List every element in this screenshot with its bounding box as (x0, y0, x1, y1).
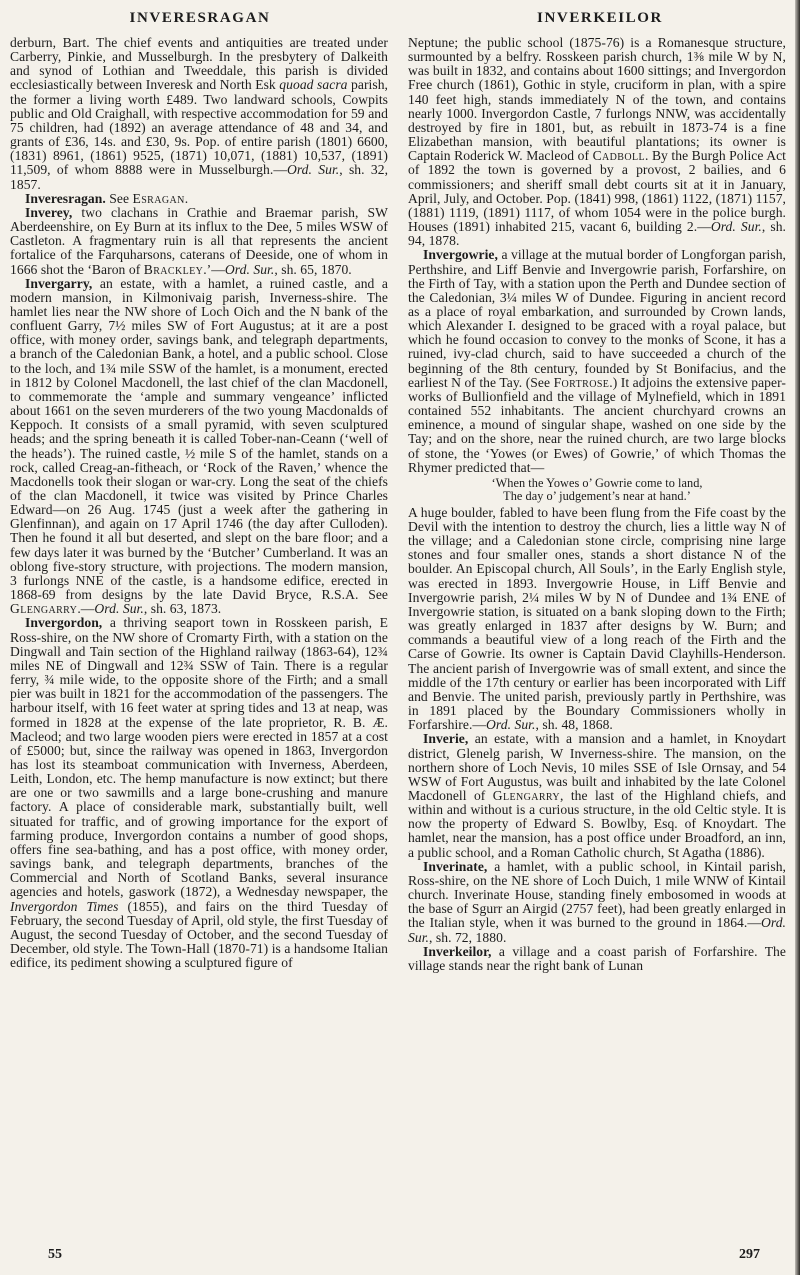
text-segment: Fortrose (553, 374, 610, 390)
text-segment: .’— (203, 261, 225, 277)
entry-name: Inveresragan. (25, 190, 106, 206)
column-left (10, 36, 388, 1250)
entry-paragraph (10, 192, 388, 206)
text-segment: Brackley (143, 261, 204, 277)
text-segment: Ord. Sur. (224, 261, 275, 277)
entry-paragraph (408, 248, 786, 475)
entry-name: Invergowrie, (423, 247, 498, 263)
entry-name: Inverey, (25, 204, 73, 220)
text-segment: quoad sacra (279, 77, 348, 93)
text-segment: Glengarry (10, 601, 78, 617)
entry-paragraph (408, 732, 786, 859)
text-segment: Esragan (132, 190, 185, 206)
text-segment: Cadboll (592, 148, 645, 164)
text-segment: .) It adjoins the extensive paper-works of Bullionfield and the village of Mylnefield, which in 1891 contained 552 inhabitants. The ancient churchyard crowns an eminence, a mound of singular shape, washed on one side by the Tay; and on the shore, near the ruined church, are two large blocks of stone, the ‘Yowes (or Ewes) of Gowrie,’ of which Thomas the Rhymer predicted that— (408, 374, 786, 475)
verse-line: The day o’ judgement’s near at hand.’ (503, 489, 691, 504)
text-segment: , sh. 94, 1878. (408, 219, 786, 249)
entry-paragraph (10, 277, 388, 617)
column-right (408, 36, 786, 1250)
text-segment: Invergordon Times (10, 898, 119, 914)
running-head-right: INVERKEILOR (537, 10, 663, 26)
text-segment: . By the Burgh Police Act of 1892 the town is governed by a provost, 2 bailies, and 6 commissioners; and sheriff small debt courts sit at it in January, April, July, and October. Pop. (1841) 998, (1861) 1122, (1871) 1157, (1881) 1119, (1891) 1117, of whom 1054 were in the police burgh. Houses (1891) inhabited 215, vacant 6, building 2.— (408, 148, 786, 235)
text-segment: parish, the former a living worth £489. Two landward schools, Cowpits public and Old Craighall, with respective accommodation for 59 and 75 children, had (1892) an average attendance of 48 and 34, and grants of £36, 14s. and £30, 9s. Pop. of entire parish (1801) 6600, (1831) 8961, (1861) 9525, (1871) 10,071, (1881) 10,537, (1891) 11,509, of whom 8888 were in Musselburgh.— (10, 77, 389, 178)
entry-name: Inverkeilor, (423, 943, 492, 959)
text-segment: Neptune; the public school (1875-76) is a Romanesque structure, surmounted by a belfry. Rosskeen parish church, 1⅜ mile W by N, was built in 1832, and contains about 1600 sittings; and Invergordon Free church (1861), Gothic in style, cruciform in plan, with a spire 140 feet high, stands immediately N of the town, and contains nearly 1000. Invergordon Castle, 7 furlongs NNW, was accidentally destroyed by fire in 1801, but, as rebuilt in 1873-74 is a fine Elizabethan mansion, with beautiful plantations; its owner is Captain Roderick W. Macleod of (408, 35, 786, 164)
scan-edge-shadow (795, 0, 800, 1275)
page-number-right: 297 (739, 1247, 760, 1262)
text-segment: Ord. Sur. (710, 219, 762, 235)
text-segment: .— (77, 601, 95, 617)
verse-line: ‘When the Yowes o’ Gowrie come to land, (491, 475, 703, 490)
verse-quote (408, 477, 786, 504)
text-segment: derburn, Bart. The chief events and antiquities are treated under Carberry, Pinkie, and Musselburgh. In the presbytery of Dalkeith and synod of Lothian and Tweeddale, this parish is divided ecclesiastically between Inveresk and North Esk (10, 35, 388, 93)
text-segment: A huge boulder, fabled to have been flung from the Fife coast by the Devil with the intention to destroy the church, lies a little way N of the village; and a Caledonian stone circle, comprising nine large stones and four smaller ones, stands a short distance N of the boulder. An Episcopal church, All Souls’, in the Early English style, was erected in 1893. Invergowrie House, in Liff Benvie and Invergowrie parish, 2¼ miles W by N of Dundee and 1¾ ENE of Invergowrie station, is situated on a bank sloping down to the Firth; was greatly enlarged in 1837 after designs by W. Burn; and commands a beautiful view of a long reach of the Firth and the Carse of Gowrie. Its owner is Captain David Clayhills-Henderson. The ancient parish of Invergowrie was of small extent, and since the middle of the 17th century or earlier has been incorporated with Liff and Benvie. The united parish, previously partly in Perthshire, was in 1891 placed by the Boundary Commissioners wholly in Forfarshire.— (408, 504, 786, 733)
text-segment: a village and a coast parish of Forfarshire. The village stands near the right bank of Lunan (408, 943, 786, 973)
text-segment: Ord. Sur. (408, 915, 786, 945)
entry-paragraph (10, 206, 388, 277)
text-segment: a hamlet, with a public school, in Kintail parish, Ross-shire, on the NE shore of Loch Duich, 1 mile WNW of Kintail church. Inverinate House, standing finely embosomed in woods at the base of Sgurr an Airgid (2757 feet), had been greatly enlarged in the Italian style, when it was burned to the ground in 1864.— (408, 858, 786, 931)
text-segment: two clachans in Crathie and Braemar parish, SW Aberdeenshire, on Ey Burn at its influx to the Dee, 5 miles WSW of Castleton. A fragmentary ruin is all that represents the ancient fortalice of the Farquharsons, caterans of Deeside, one of whom in 1666 shot the ‘Baron of (10, 204, 388, 277)
text-segment: Ord. Sur. (286, 162, 340, 178)
entry-name: Invergordon, (25, 615, 103, 631)
running-heads (0, 0, 800, 27)
text-segment: an estate, with a mansion and a hamlet, in Knoydart district, Glenelg parish, W Inverness-shire. The mansion, on the northern shore of Loch Nevis, 10 miles SSE of Isle Ornsay, and 54 WSW of Fort Augustus, was built and inhabited by the late Colonel Macdonell of (408, 731, 786, 803)
text-segment: , sh. 72, 1880. (428, 929, 507, 945)
text-segment: Ord. Sur. (94, 601, 144, 617)
entry-name: Inverinate, (423, 858, 488, 874)
entry-paragraph (10, 36, 388, 192)
text-segment: See (105, 190, 133, 206)
text-segment: Glengarry (492, 787, 561, 803)
text-segment: . (184, 190, 189, 206)
entry-paragraph (408, 860, 786, 945)
text-segment: a village at the mutual border of Longforgan parish, Perthshire, and Liff Benvie and Invergowrie parish, Forfarshire, on the Firth of Tay, with a station upon the Perth and Dundee section of the Caledonian, 3¼ miles W of Dundee. Figuring in ancient record as a place of royal embarkation, and surrounded by Crown lands, which Alexander I. designed to be graced with a royal palace, but which he found occasion to convey to the monks of Scone, it has a ruined, ivy-clad church, said to have succeeded a church of the beginning of the 8th century, founded by St Bonifacius, and the earliest N of the Tay. (See (408, 247, 786, 390)
running-head-left: INVERESRAGAN (129, 10, 271, 26)
text-columns (0, 27, 800, 1250)
text-segment: (1855), and fairs on the third Tuesday of February, the second Tuesday of April, old style, the first Tuesday of August, the second Tuesday of October, and the second Tuesday of December, old style. The Town-Hall (1870-71) is a handsome Italian edifice, its pediment showing a sculptured figure of (10, 898, 388, 971)
entry-paragraph (408, 36, 786, 248)
text-segment: a thriving seaport town in Rosskeen parish, E Ross-shire, on the NW shore of Cromarty Firth, with a station on the Dingwall and Tain section of the Highland railway (1863-64), 12¾ miles NE of Dingwall and 12¾ SSW of Tain. There is a regular ferry, ¾ mile wide, to the opposite shore of the Firth; and a small pier was built in 1821 for the accommodation of the passengers. The harbour itself, with 16 feet water at spring tides and 13 at neap, was formed in 1828 at the expense of the late proprietor, R. B. Æ. Macleod; and two large wooden piers were erected in 1857 at a cost of £5000; but, since the railway was opened in 1863, Invergordon has lost its steamboat communication with Inverness, Aberdeen, Leith, London, etc. The hemp manufacture is now extinct; but there are one or two sawmills and a large bone-crushing and manure factory. A place of considerable mark, substantially built, well situated for traffic, and of growing importance for the export of farming produce, Invergordon contains a number of good shops, offers fine sea-bathing, and has a post office, with money order, savings bank, and telegraph departments, branches of the Commercial and North of Scotland Banks, several insurance agencies and hotels, gaswork (1872), a Wednesday newspaper, the (10, 615, 388, 900)
text-segment: , sh. 48, 1868. (535, 717, 613, 733)
text-segment: Ord. Sur. (486, 717, 536, 733)
entry-paragraph (408, 506, 786, 733)
page-number-left: 55 (48, 1247, 62, 1262)
entry-paragraph (408, 945, 786, 973)
text-segment: , the last of the Highland chiefs, and within and without is a curious structure, in the old Celtic style. It is now the property of Edward S. Bowlby, Esq. of Knoydart. The hamlet, near the mansion, has a post office under Broadford, an inn, a public school, and a Roman Catholic church, St Agatha (1886). (408, 787, 787, 860)
entry-name: Invergarry, (25, 275, 93, 291)
text-segment: an estate, with a hamlet, a ruined castle, and a modern mansion, in Kilmonivaig parish, Inverness-shire. The hamlet lies near the NW shore of Loch Oich and the N bank of the confluent Garry, 7½ miles SW of Fort Augustus; at it are a post office, with money order, savings bank, and telegraph departments, a branch of the Caledonian Bank, a hotel, and a public school. Close to the loch, and 1¾ mile SSW of the hamlet, is a monument, erected in 1812 by Colonel Macdonell, the last chief of the clan Macdonell, to commemorate the ‘ample and summary vengeance’ inflicted about 1661 on the seven murderers of the two young Macdonalds of Keppoch. It consists of a small pyramid, with seven sculptured heads; and the spring beneath it is called Tober-nan-Ceann (‘well of the heads’). The ruined castle, ½ mile S of the hamlet, stands on a rock, called Creag-an-fitheach, or ‘Rock of the Raven,’ whence the Macdonells took their slogan or war-cry. Long the seat of the chiefs of the clan Macdonell, it twice was visited by Prince Charles Edward—on 26 Aug. 1745 (just a week after the gathering in Glenfinnan), and again on 17 April 1746 (the day after Culloden). Then he found it all but deserted, and slept on the bare floor; and a few days later it was burned by the ‘Butcher’ Cumberland. It was an oblong five-story structure, with projections. The modern mansion, 3 furlongs NNE of the castle, is a handsome edifice, erected in 1868-69 from designs by the late David Bryce, R.S.A. See (10, 275, 388, 603)
entry-name: Inverie, (423, 731, 469, 747)
text-segment: , sh. 65, 1870. (274, 261, 352, 277)
text-segment: , sh. 32, 1857. (10, 162, 389, 192)
entry-paragraph (10, 616, 388, 970)
text-segment: , sh. 63, 1873. (143, 601, 222, 617)
